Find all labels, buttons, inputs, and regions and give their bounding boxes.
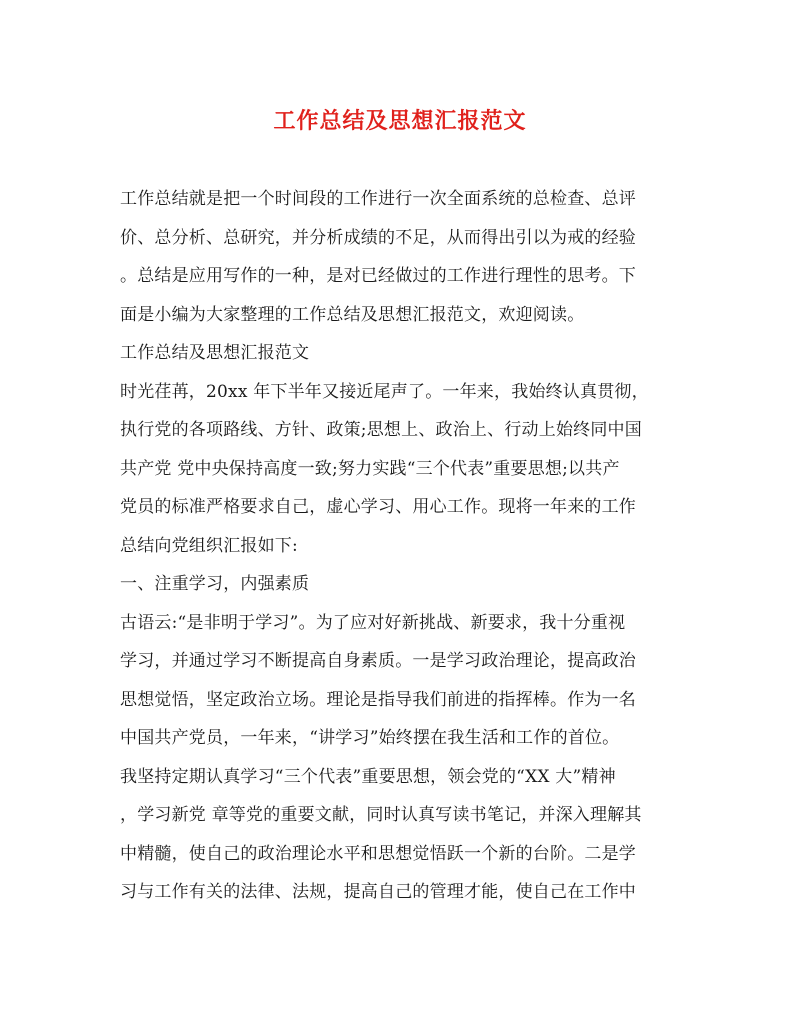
body-line: 时光荏苒，20xx 年下半年又接近尾声了。一年来，我始终认真贯彻， [120,381,649,402]
body-line: 面是小编为大家整理的工作总结及思想汇报范文，欢迎阅读。 [120,304,585,325]
document-title: 工作总结及思想汇报范文 [273,108,527,134]
body-line: 思想觉悟，坚定政治立场。理论是指导我们前进的指挥棒。作为一名 [120,689,636,710]
body-line: 习与工作有关的法律、法规，提高自己的管理才能，使自己在工作中 [120,882,636,902]
body-line: 中精髓，使自己的政治理论水平和思想觉悟跃一个新的台阶。二是学 [120,843,636,864]
body-line: 价、总分析、总研究，并分析成绩的不足，从而得出引以为戒的经验 [120,227,636,248]
body-line: 。总结是应用写作的一种，是对已经做过的工作进行理性的思考。下 [120,266,636,286]
body-line: 共产党 党中央保持高度一致;努力实践“三个代表”重要思想;以共产 [120,458,620,479]
body-line: 我坚持定期认真学习“三个代表”重要思想，领会党的“XX 大”精神 [120,766,616,787]
section-heading: 工作总结及思想汇报范文 [120,343,310,363]
body-line: 工作总结就是把一个时间段的工作进行一次全面系统的总检查、总评 [120,189,636,209]
document-body [120,180,680,912]
body-line: 党员的标准严格要求自己，虚心学习、用心工作。现将一年来的工作 [120,497,636,517]
body-line: 学习，并通过学习不断提高自身素质。一是学习政治理论，提高政治 [120,651,636,671]
section-heading: 一、注重学习，内强素质 [120,574,310,594]
body-line: 总结向党组织汇报如下: [120,535,298,556]
body-line: 执行党的各项路线、方针、政策;思想上、政治上、行动上始终同中国 [120,420,642,440]
body-line: 古语云:“是非明于学习”。为了应对好新挑战、新要求，我十分重视 [120,612,626,633]
body-line: ，学习新党 章等党的重要文献，同时认真写读书笔记，并深入理解其 [120,805,642,825]
body-line: 中国共产党员，一年来，“讲学习”始终摆在我生活和工作的首位。 [120,728,620,748]
